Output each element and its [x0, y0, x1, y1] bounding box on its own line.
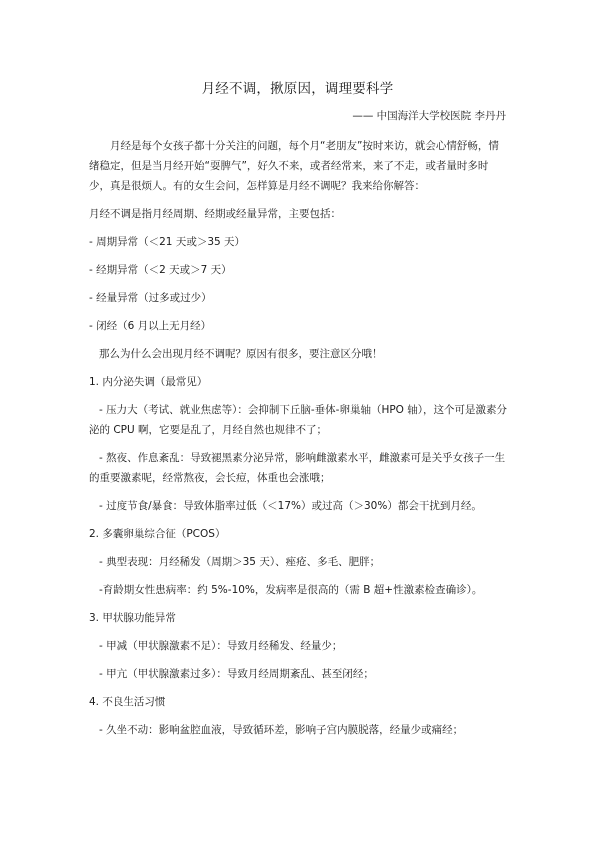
section-heading: 4. 不良生活习惯	[89, 696, 166, 708]
type-item: - 经期异常（＜2 天或＞7 天）	[89, 264, 232, 276]
definition-paragraph: 月经不调是指月经周期、经期或经量异常，主要包括：	[89, 208, 341, 220]
section-item: - 久坐不动：影响盆腔血液，导致循环差，影响子宫内膜脱落，经量少或痛经；	[99, 724, 464, 736]
section-item: -育龄期女性患病率：约 5%-10%，发病率是很高的（需 B 超+性激素检查确诊）。	[99, 584, 483, 596]
why-paragraph: 那么为什么会出现月经不调呢？原因有很多，要注意区分哦！	[99, 348, 383, 360]
section-item: - 熬夜、作息紊乱：导致褪黑素分泌异常，影响雌激素水平，雌激素可是关乎女孩子一生的重要激素呢，经常熬夜，会长痘，体重也会涨哦；	[89, 452, 506, 484]
type-item: - 经量异常（过多或过少）	[89, 292, 212, 304]
section-item: - 过度节食/暴食：导致体脂率过低（＜17%）或过高（＞30%）都会干扰到月经。	[99, 500, 482, 512]
document-title: 月经不调，揪原因，调理要科学	[201, 81, 394, 97]
section-heading: 3. 甲状腺功能异常	[89, 612, 176, 624]
author-byline: —— 中国海洋大学校医院 李丹丹	[352, 110, 506, 122]
section-item: - 甲亢（甲状腺激素过多）：导致月经周期紊乱、甚至闭经；	[99, 668, 374, 680]
section-item: - 典型表现：月经稀发（周期＞35 天）、痤疮、多毛、肥胖；	[99, 556, 381, 568]
section-heading: 1. 内分泌失调（最常见）	[89, 376, 208, 388]
section-heading: 2. 多囊卵巢综合征（PCOS）	[89, 528, 226, 540]
intro-paragraph: 月经是每个女孩子都十分关注的问题，每个月“老朋友”按时来访，就会心情舒畅，情绪稳定，但是当月经开始“耍脾气”，好久不来，或者经常来，来了不走，或者量时多时少，真是很烦人。有的女生会问，怎样算是月经不调呢？我来给你解答：	[89, 140, 499, 192]
section-item: - 甲减（甲状腺激素不足）：导致月经稀发、经量少；	[99, 640, 343, 652]
document-body	[89, 136, 509, 748]
section-item: - 压力大（考试、就业焦虑等）：会抑制下丘脑-垂体-卵巢轴（HPO 轴），这个可是激素分泌的 CPU 啊，它要是乱了，月经自然也规律不了；	[89, 404, 508, 436]
type-item: - 周期异常（＜21 天或＞35 天）	[89, 236, 246, 248]
type-item: - 闭经（6 月以上无月经）	[89, 320, 212, 332]
